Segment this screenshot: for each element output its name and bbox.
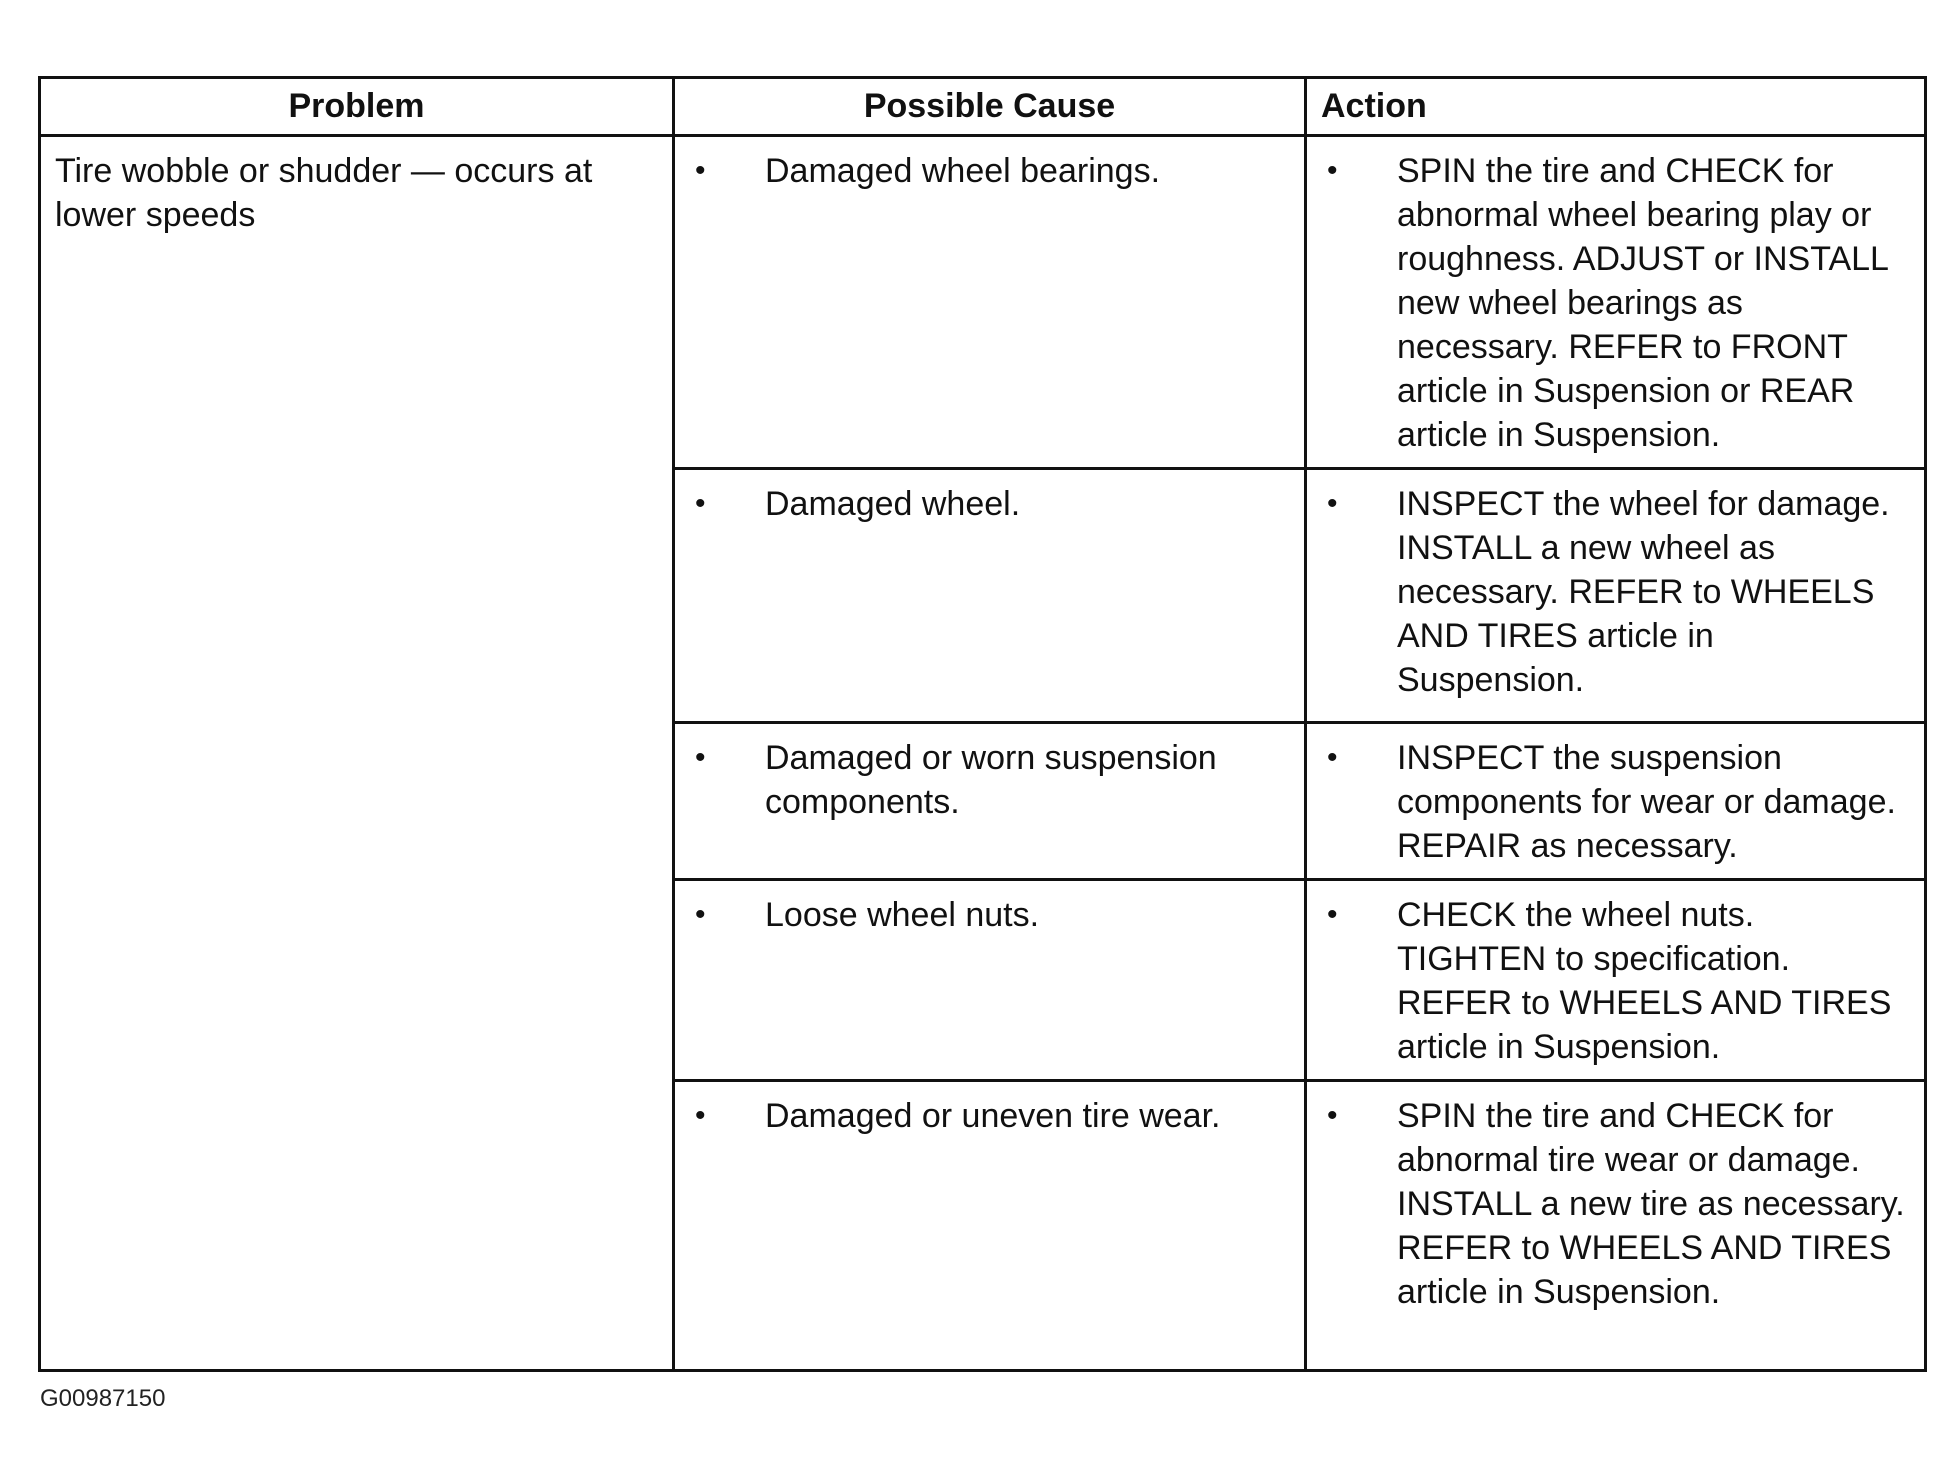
action-text: INSPECT the suspension components for wear or damage. REPAIR as necessary.	[1397, 739, 1896, 865]
bullet-icon: •	[1327, 741, 1338, 774]
bullet-icon: •	[695, 154, 706, 187]
header-possible-cause: Possible Cause	[674, 78, 1306, 136]
cause-text: Damaged or uneven tire wear.	[765, 1097, 1221, 1135]
action-cell	[1306, 1081, 1926, 1371]
action-cell	[1306, 136, 1926, 469]
figure-id: G00987150	[40, 1385, 166, 1412]
cause-text: Loose wheel nuts.	[765, 896, 1040, 934]
action-text: SPIN the tire and CHECK for abnormal wheel bearing play or roughness. ADJUST or INSTALL new wheel bearings as necessary. REFER to FRONT article in Suspension or REAR article in Suspension.	[1397, 152, 1888, 454]
cause-text: Damaged wheel.	[765, 485, 1021, 523]
action-text: INSPECT the wheel for damage. INSTALL a new wheel as necessary. REFER to WHEELS AND TIRES article in Suspension.	[1397, 485, 1890, 699]
bullet-icon: •	[695, 741, 706, 774]
bullet-icon: •	[695, 898, 706, 931]
header-row	[40, 78, 1926, 136]
cause-cell	[674, 469, 1306, 723]
cause-cell	[674, 723, 1306, 880]
action-cell	[1306, 723, 1926, 880]
bullet-icon: •	[695, 1099, 706, 1132]
action-text: SPIN the tire and CHECK for abnormal tire wear or damage. INSTALL a new tire as necessary. REFER to WHEELS AND TIRES article in Suspension.	[1397, 1097, 1905, 1311]
bullet-icon: •	[1327, 154, 1338, 187]
bullet-icon: •	[1327, 1099, 1338, 1132]
cause-cell	[674, 1081, 1306, 1371]
bullet-icon: •	[695, 487, 706, 520]
bullet-icon: •	[1327, 487, 1338, 520]
bullet-icon: •	[1327, 898, 1338, 931]
problem-cell: Tire wobble or shudder — occurs at lower speeds	[40, 136, 674, 1371]
cause-cell	[674, 136, 1306, 469]
action-text: CHECK the wheel nuts. TIGHTEN to specification. REFER to WHEELS AND TIRES article in Suspension.	[1397, 896, 1892, 1066]
action-cell	[1306, 880, 1926, 1081]
header-problem: Problem	[40, 78, 674, 136]
header-action: Action	[1306, 78, 1926, 136]
cause-text: Damaged wheel bearings.	[765, 152, 1161, 190]
diagnosis-table	[38, 76, 1927, 1372]
table-row	[40, 136, 1926, 469]
cause-cell	[674, 880, 1306, 1081]
cause-text: Damaged or worn suspension components.	[765, 739, 1217, 821]
action-cell	[1306, 469, 1926, 723]
